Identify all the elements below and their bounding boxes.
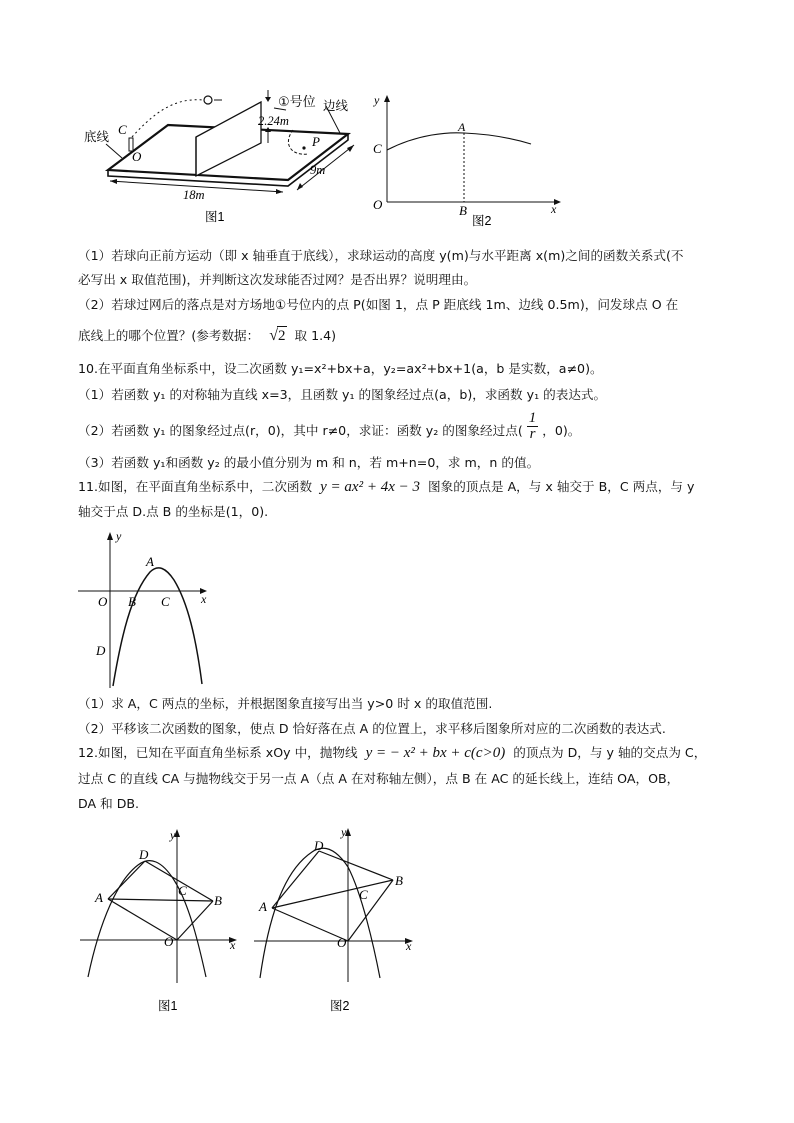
q12-fig1-parabola <box>88 861 206 977</box>
label-o: O <box>132 149 142 164</box>
fraction-numerator: 1 <box>528 410 537 426</box>
q11-stem-pre: 11.如图，在平面直角坐标系中，二次函数 <box>78 479 313 494</box>
q11-label-b: B <box>128 594 136 609</box>
curve-label-b: B <box>459 203 467 218</box>
q12-figure-1 <box>78 825 253 1020</box>
court-figure <box>78 88 368 228</box>
label-haowei: ①号位 <box>278 95 316 110</box>
q12-fig2-label-c: C <box>359 887 368 902</box>
trajectory-curve <box>387 133 531 150</box>
q12-stem-post: 的顶点为 D，与 y 轴的交点为 C， <box>513 745 707 760</box>
q12-fig2-label-a: A <box>259 899 267 914</box>
q11-part2: （2）平移该二次函数的图象，使点 D 恰好落在点 A 的位置上，求平移后图象所对应的二次函数的表达式. <box>78 721 666 736</box>
q11-part1: （1）求 A，C 两点的坐标，并根据图象直接写出当 y>0 时 x 的取值范围. <box>78 696 493 711</box>
q12-fig1-label-x: x <box>230 938 236 952</box>
q11-label-o: O <box>98 594 108 609</box>
label-18m: 18m <box>183 188 205 202</box>
label-9m: 9m <box>310 163 326 177</box>
q9-part2-line2: 底线上的哪个位置？(参考数据： √2 取 1.4) <box>78 327 337 344</box>
court-caption: 图1 <box>205 210 225 224</box>
q12-fig2-label-d: D <box>314 838 324 853</box>
q11-label-x: x <box>201 592 207 606</box>
q12-fig2-caption: 图2 <box>330 999 350 1013</box>
q9-part2-line2-pre: 底线上的哪个位置？(参考数据： <box>78 328 260 343</box>
ball-trajectory <box>132 100 203 137</box>
q9-part1-line1: （1）若球向正前方运动（即 x 轴垂直于底线），求球运动的高度 y(m)与水平距离 x(m)之间的函数关系式(不 <box>78 248 684 263</box>
q12-line2: 过点 C 的直线 CA 与抛物线交于另一点 A（点 A 在对称轴左侧），点 B 在 AC 的延长线上，连结 OA，OB， <box>78 771 680 786</box>
curve-label-a: A <box>458 120 466 134</box>
curve-label-x: x <box>551 202 557 216</box>
q10-stem: 10.在平面直角坐标系中，设二次函数 y₁=x²+bx+a，y₂=ax²+bx+1(a，b 是实数，a≠0)。 <box>78 361 603 376</box>
q11-stem-post: 图象的顶点是 A，与 x 轴交于 B，C 两点，与 y <box>428 479 695 494</box>
curve-label-c: C <box>373 141 382 156</box>
q9-part2-line2-post: 取 1.4) <box>294 328 337 343</box>
q11-label-d: D <box>96 643 106 658</box>
label-c: C <box>118 122 127 137</box>
fraction-denominator: r <box>529 426 536 442</box>
net <box>196 102 261 176</box>
q12-stem-line1 <box>78 744 706 762</box>
q11-label-c: C <box>161 594 170 609</box>
sqrt-value: 2 <box>278 328 286 344</box>
q12-fig1-label-c: C <box>178 883 187 898</box>
q12-fig1-label-d: D <box>139 847 149 862</box>
curve-caption: 图2 <box>472 214 492 228</box>
q12-figure-2 <box>252 822 427 1020</box>
label-p: P <box>312 134 320 149</box>
q11-label-a: A <box>146 554 154 569</box>
q11-stem-line2: 轴交于点 D.点 B 的坐标是(1，0). <box>78 504 269 519</box>
q10-part1: （1）若函数 y₁ 的对称轴为直线 x=3，且函数 y₁ 的图象经过点(a，b)，求函数 y₁ 的表达式。 <box>78 387 607 402</box>
q11-parabola <box>113 568 202 686</box>
q12-fig1-label-b: B <box>214 893 222 908</box>
q10-part2 <box>78 410 581 442</box>
label-bianxian: 边线 <box>323 98 349 113</box>
q12-fig1-label-y: y <box>170 828 176 842</box>
q12-line3: DA 和 DB. <box>78 796 140 811</box>
ball <box>204 96 212 104</box>
q12-fig2-label-y: y <box>341 825 347 839</box>
q10-part3: （3）若函数 y₁和函数 y₂ 的最小值分别为 m 和 n，若 m+n=0，求 m，n 的值。 <box>78 455 540 470</box>
q12-fig2-label-b: B <box>395 873 403 888</box>
label-diqiu: 底线 <box>84 129 110 144</box>
q11-stem-line1 <box>78 478 694 496</box>
fraction-1-over-r <box>527 411 539 442</box>
q12-fig1-label-o: O <box>164 934 174 949</box>
q9-part2-line1: （2）若球过网后的落点是对方场地①号位内的点 P(如图 1，点 P 距底线 1m、边线 0.5m)，问发球点 O 在 <box>78 297 679 312</box>
q12-fig2-label-o: O <box>337 935 347 950</box>
curve-label-y: y <box>374 93 380 107</box>
q12-fig1-caption: 图1 <box>158 999 178 1013</box>
q11-formula: y = ax² + 4x − 3 <box>320 479 420 495</box>
curve-label-o: O <box>373 197 383 212</box>
q9-part1-line2: 必写出 x 取值范围)，并判断这次发球能否过网？是否出界？说明理由。 <box>78 272 477 287</box>
q12-formula: y = − x² + bx + c(c>0) <box>365 745 506 761</box>
q12-fig2-label-x: x <box>406 939 412 953</box>
q10-part2-pre: （2）若函数 y₁ 的图象经过点(r，0)，其中 r≠0，求证：函数 y₂ 的图象经过点( <box>78 423 523 438</box>
q10-part2-post: ，0)。 <box>542 423 581 438</box>
q12-fig1-label-a: A <box>95 890 103 905</box>
q12-stem-pre: 12.如图，已知在平面直角坐标系 xOy 中，抛物线 <box>78 745 358 760</box>
curve-figure <box>368 92 568 228</box>
q11-label-y: y <box>116 529 122 543</box>
label-height: 2.24m <box>258 114 289 128</box>
q11-graph <box>76 528 216 688</box>
